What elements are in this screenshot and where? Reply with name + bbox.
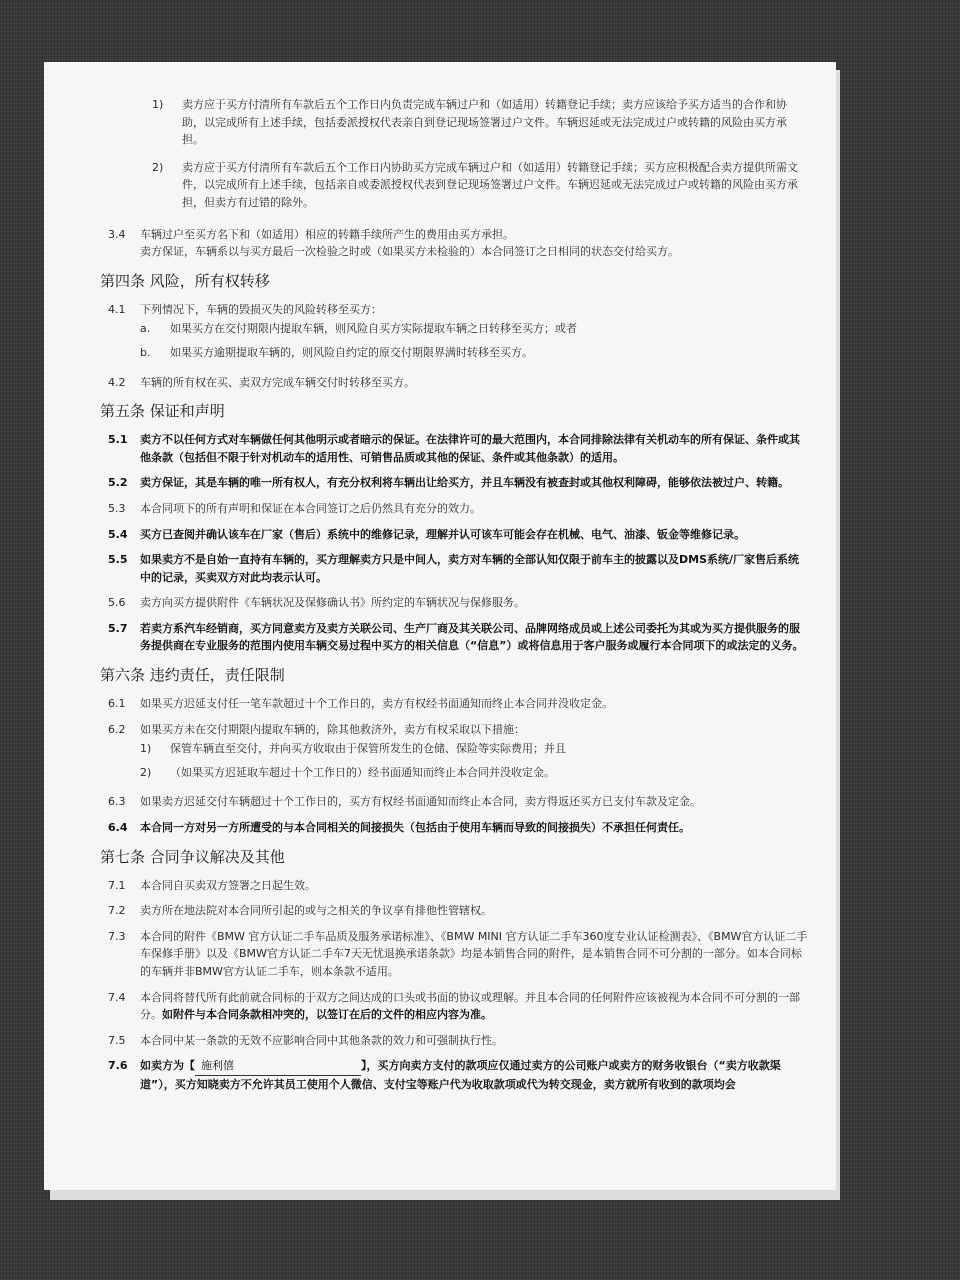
clause-4-2: 4.2 车辆的所有权在买、卖双方完成车辆交付时转移至买方。 xyxy=(108,375,415,389)
clause-5-6: 5.6 卖方向买方提供附件《车辆状况及保修确认书》所约定的车辆状况与保修服务。 xyxy=(108,596,525,610)
clause-5-1: 5.1 卖方不以任何方式对车辆做任何其他明示或者暗示的保证。在法律许可的最大范围内，本合同排除法律有关机动车的所有保证、条件或其他条款（包括但不限于针对机动车的适用性、可销售品质或其他的保证、条件或其他条款）的适用。 xyxy=(108,433,800,464)
clause-7-4: 7.4 本合同将替代所有此前就合同标的于双方之间达成的口头或书面的协议或理解。并且本合同的任何附件应该被视为本合同不可分割的一部分。如附件与本合同条款相冲突的，以签订在后的文件的相应内容为准。 xyxy=(108,990,800,1022)
contract-page xyxy=(44,62,836,1190)
clause-5-5: 5.5 如果卖方不是自始一直持有车辆的，买方理解卖方只是中间人，卖方对车辆的全部认知仅限于前车主的披露以及DMS系统/厂家售后系统中的记录，买卖双方对此均表示认可。 xyxy=(108,553,800,584)
article-6-heading: 第六条 违约责任，责任限制 xyxy=(100,666,285,685)
clause-6-2: 6.2 如果买方未在交付期限内提取车辆的，除其他救济外，卖方有权采取以下措施： xyxy=(108,722,525,736)
clause-3-4-continuation: 卖方保证，车辆系以与买方最后一次检验之时或（如果买方未检验的）本合同签订之日相同的状态交付给买方。 xyxy=(140,245,679,259)
clause-3-3-item-2: 2) 卖方应于买方付清所有车款后五个工作日内协助买方完成车辆过户和（如适用）转籍登记手续；买方应积极配合卖方提供所需文件，以完成所有上述手续，包括亲自或委派授权代表到登记现场签署过户文件。车辆迟延或无法完成过户或转籍的风险由买方承担，但卖方有过错的除外。 xyxy=(152,160,798,209)
clause-3-3-item-1: 1) 卖方应于买方付清所有车款后五个工作日内负责完成车辆过户和（如适用）转籍登记手续；卖方应该给予买方适当的合作和协助，以完成所有上述手续，包括委派授权代表亲自到登记现场签署过户文件。车辆迟延或无法完成过户或转籍的风险由买方承担。 xyxy=(152,98,787,147)
clause-7-1: 7.1 本合同自买卖双方签署之日起生效。 xyxy=(108,878,316,892)
clause-6-1: 6.1 如果买方迟延支付任一笔车款超过十个工作日的，卖方有权经书面通知而终止本合同并没收定金。 xyxy=(108,697,613,711)
clause-4-1-a: a. 如果买方在交付期限内提取车辆，则风险自买方实际提取车辆之日转移至买方；或者 xyxy=(140,322,577,336)
clause-6-2-item-1: 1) 保管车辆直至交付，并向买方收取由于保管所发生的仓储、保险等实际费用；并且 xyxy=(140,742,566,756)
clause-5-2: 5.2 卖方保证，其是车辆的唯一所有权人，有充分权利将车辆出让给买方，并且车辆没有被查封或其他权利障碍，能够依法被过户、转籍。 xyxy=(108,476,789,490)
clause-7-6: 7.6 如卖方为【 施利僖 】，买方向卖方支付的款项应仅通过卖方的公司账户或卖方的财务收银台（“卖方收款渠道”），买方知晓卖方不允许其员工使用个人微信、支付宝等账户代为收取款项或代为转交现金，卖方就所有收到的款项均会 xyxy=(108,1059,781,1091)
clause-5-3: 5.3 本合同项下的所有声明和保证在本合同签订之后仍然具有充分的效力。 xyxy=(108,501,481,515)
article-7-heading: 第七条 合同争议解决及其他 xyxy=(100,847,285,866)
article-4-heading: 第四条 风险，所有权转移 xyxy=(100,271,270,290)
clause-7-5: 7.5 本合同中某一条款的无效不应影响合同中其他条款的效力和可强制执行性。 xyxy=(108,1033,503,1047)
clause-4-1-b: b. 如果买方逾期提取车辆的，则风险自约定的原交付期限界满时转移至买方。 xyxy=(140,345,533,359)
clause-7-3: 7.3 本合同的附件《BMW 官方认证二手车品质及服务承诺标准》、《BMW MINI 官方认证二手车360度专业认证检测表》、《BMW官方认证二手车保修手册》以及《BMW官方认证二手车7天无忧退换承诺条款》均是本销售合同的附件，是本销售合同不可分割的一部分。如本合同标的车辆并非BMW官方认证二手车，则本条款不适用。 xyxy=(108,929,808,978)
clause-5-4: 5.4 买方已查阅并确认该车在厂家（售后）系统中的维修记录，理解并认可该车可能会存在机械、电气、油漆、钣金等维修记录。 xyxy=(108,527,745,541)
clause-6-3: 6.3 如果卖方迟延交付车辆超过十个工作日的，买方有权经书面通知而终止本合同，卖方得返还买方已支付车款及定金。 xyxy=(108,795,701,809)
article-5-heading: 第五条 保证和声明 xyxy=(100,402,225,421)
seller-name-field: 施利僖 xyxy=(195,1057,361,1076)
clause-3-4: 3.4 车辆过户至买方名下和（如适用）相应的转籍手续所产生的费用由买方承担。 xyxy=(108,227,514,241)
clause-7-2: 7.2 卖方所在地法院对本合同所引起的或与之相关的争议享有排他性管辖权。 xyxy=(108,904,492,918)
clause-6-2-item-2: 2) （如果买方迟延取车超过十个工作日的）经书面通知而终止本合同并没收定金。 xyxy=(140,765,555,779)
clause-5-7: 5.7 若卖方系汽车经销商，买方同意卖方及卖方关联公司、生产厂商及其关联公司、品牌网络成员或上述公司委托为其或为买方提供服务的服务提供商在专业服务的范围内使用车辆交易过程中买方的相关信息（“信息”）或将信息用于客户服务或履行本合同项下的或法定的义务。 xyxy=(108,621,804,653)
clause-4-1: 4.1 下列情况下，车辆的毁损灭失的风险转移至买方： xyxy=(108,302,382,316)
clause-6-4: 6.4 本合同一方对另一方所遭受的与本合同相关的间接损失（包括由于使用车辆而导致的间接损失）不承担任何责任。 xyxy=(108,821,690,835)
